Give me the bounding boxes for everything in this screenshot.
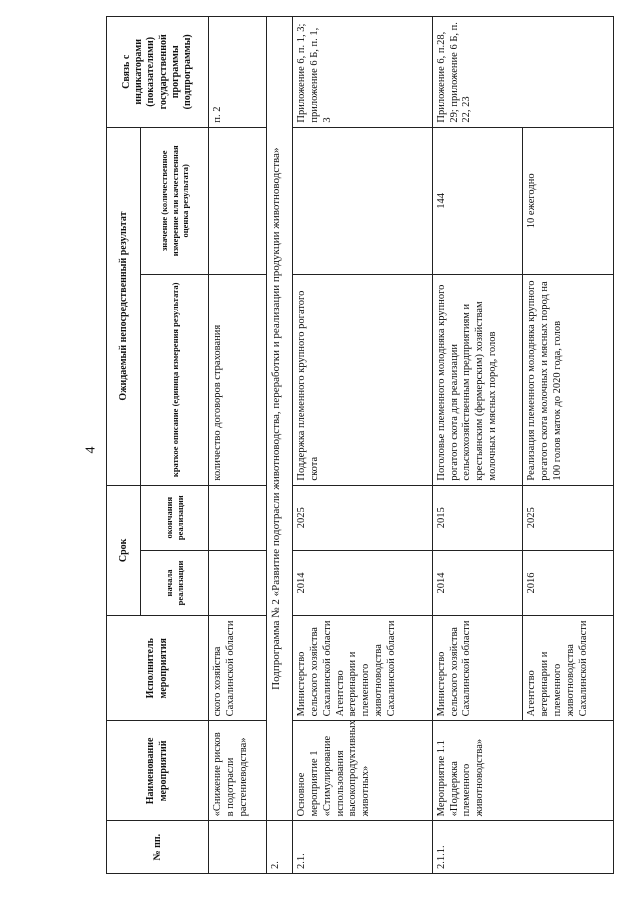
header-num: № пп. <box>107 821 209 874</box>
cell-end: 2015 <box>432 485 523 550</box>
cell-desc: Реализация племенного молодняка крупного рогатого скота молочных и мясных пород на 100 голов маток до 2020 года, голов <box>523 275 614 486</box>
cell-end <box>209 485 267 550</box>
rotated-table-container <box>100 10 620 880</box>
subprogram-row <box>267 17 293 874</box>
cell-num: 2. <box>267 821 293 874</box>
cell-value: 144 <box>432 127 523 274</box>
header-result-desc: краткое описание (единица измерения результата) <box>141 275 209 486</box>
cell-executor: Министерство сельского хозяйства Сахалинской области Агентство ветеринарии и племенного животноводства Сахалинской области <box>293 616 433 721</box>
cell-start <box>209 550 267 615</box>
cell-name: «Снижение рисков в подотрасли растениеводства» <box>209 721 267 821</box>
table-row <box>209 17 267 874</box>
header-link: Связь с индикаторами (показателями) государственной программы (подпрограммы) <box>107 17 209 128</box>
cell-start: 2016 <box>523 550 614 615</box>
header-result-value: значение (количественное измерение или качественная оценка результата) <box>141 127 209 274</box>
cell-end: 2025 <box>293 485 433 550</box>
cell-num: 2.1.1. <box>432 821 613 874</box>
cell-num <box>209 821 267 874</box>
header-name: Наименование мероприятий <box>107 721 209 821</box>
cell-value <box>209 127 267 274</box>
header-executor: Исполнитель мероприятия <box>107 616 209 721</box>
header-term-start: начала реализации <box>141 550 209 615</box>
cell-desc: Поголовье племенного молодняка крупного рогатого скота для реализации сельскохозяйственным предприятиям и крестьянским (фермерским) хозяйствам молочных и мясных пород, голов <box>432 275 523 486</box>
cell-executor: Агентство ветеринарии и племенного животноводства Сахалинской области <box>523 616 614 721</box>
measures-table <box>106 16 614 874</box>
cell-desc: количество договоров страхования <box>209 275 267 486</box>
table-row <box>432 17 523 874</box>
header-row-1 <box>107 17 141 874</box>
page-number: 4 <box>83 446 99 454</box>
table-row <box>293 17 433 874</box>
cell-start: 2014 <box>432 550 523 615</box>
cell-end: 2025 <box>523 485 614 550</box>
cell-link: Приложение 6, п.28, 29; приложение 6 Б, п. 22, 23 <box>432 17 613 128</box>
cell-name: Мероприятие 1.1 «Поддержка племенного животноводства» <box>432 721 613 821</box>
cell-executor: Министерство сельского хозяйства Сахалинской области <box>432 616 523 721</box>
cell-value: 10 ежегодно <box>523 127 614 274</box>
subprogram-title: Подпрограмма № 2 «Развитие подотрасли животноводства, переработки и реализации продукции животноводства» <box>267 17 293 821</box>
document-page <box>100 0 620 905</box>
header-term: Срок <box>107 485 141 616</box>
cell-name: Основное мероприятие 1 «Стимулирование использования высокопродуктивных животных» <box>293 721 433 821</box>
cell-num: 2.1. <box>293 821 433 874</box>
cell-start: 2014 <box>293 550 433 615</box>
header-result: Ожидаемый непосредственный результат <box>107 127 141 485</box>
cell-link: п. 2 <box>209 17 267 128</box>
cell-desc: Поддержка племенного крупного рогатого скота <box>293 275 433 486</box>
cell-link: Приложение 6, п. 1, 3; приложение 6 Б, п. 1, 3 <box>293 17 433 128</box>
header-term-end: окончания реализации <box>141 485 209 550</box>
cell-value <box>293 127 433 274</box>
cell-executor: ского хозяйства Сахалинской области <box>209 616 267 721</box>
